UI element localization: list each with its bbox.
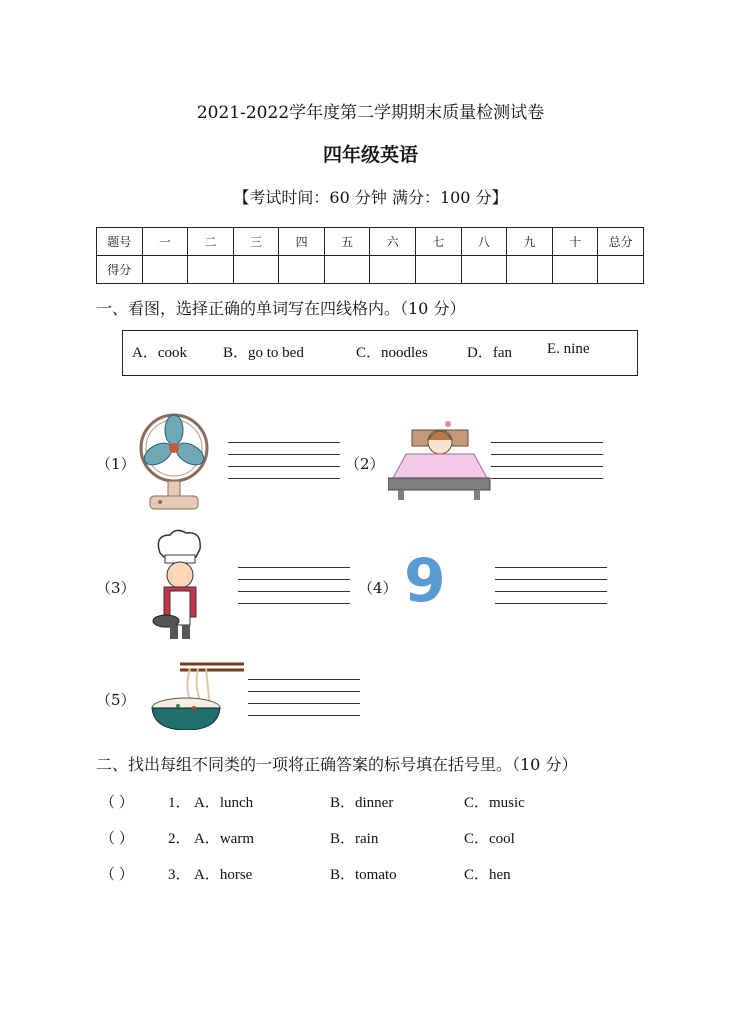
word-option: D．fan	[467, 345, 512, 361]
chef-image	[150, 527, 210, 645]
girl-in-bed-image	[388, 416, 492, 504]
score-cell: 题号	[97, 228, 143, 256]
score-cell: 总分	[598, 228, 644, 256]
score-table-score-row	[97, 256, 644, 284]
exam-info: 【考试时间：60 分钟 满分：100 分】	[233, 188, 508, 207]
choice-c: C．music	[464, 795, 525, 811]
writing-lines[interactable]	[495, 567, 607, 605]
score-blank[interactable]	[233, 256, 279, 284]
nine-digit-image: 9	[404, 546, 446, 616]
score-cell: 四	[279, 228, 325, 256]
answer-blank[interactable]: （ ）	[100, 831, 134, 847]
answer-blank[interactable]: （ ）	[100, 867, 134, 883]
word-option: C．noodles	[356, 345, 428, 361]
choice-b: B．tomato	[330, 867, 397, 883]
choice-a: A．lunch	[194, 795, 254, 811]
score-blank[interactable]	[370, 256, 416, 284]
writing-lines[interactable]	[491, 442, 603, 480]
score-cell: 六	[370, 228, 416, 256]
item-number: （1）	[96, 455, 136, 473]
score-cell: 五	[324, 228, 370, 256]
score-cell: 一	[142, 228, 188, 256]
item-number: （4）	[358, 579, 398, 597]
exam-subtitle: 四年级英语	[322, 144, 418, 166]
writing-lines[interactable]	[238, 567, 350, 605]
exam-title: 2021-2022学年度第二学期期末质量检测试卷	[196, 103, 545, 123]
choice-a: A．warm	[194, 831, 254, 847]
section2-heading: 二、找出每组不同类的一项将正确答案的标号填在括号里。（10 分）	[96, 755, 578, 774]
choice-c: C．hen	[464, 867, 511, 883]
score-blank[interactable]	[324, 256, 370, 284]
question-number: 1．	[168, 795, 191, 811]
score-cell: 九	[507, 228, 553, 256]
item-number: （3）	[96, 579, 136, 597]
word-bank-box	[122, 330, 638, 376]
score-cell: 二	[188, 228, 234, 256]
fan-image	[138, 408, 210, 512]
score-cell: 三	[233, 228, 279, 256]
writing-lines[interactable]	[228, 442, 340, 480]
word-option: B．go to bed	[223, 345, 304, 361]
score-table-header-row	[97, 228, 644, 256]
writing-lines[interactable]	[248, 679, 360, 717]
score-blank[interactable]	[142, 256, 188, 284]
score-blank[interactable]	[188, 256, 234, 284]
noodles-image	[150, 660, 246, 730]
word-option: E. nine	[547, 341, 590, 357]
score-blank[interactable]	[507, 256, 553, 284]
question-number: 2．	[168, 831, 191, 847]
word-option: A．cook	[132, 345, 187, 361]
score-blank[interactable]	[279, 256, 325, 284]
score-table	[96, 227, 644, 284]
item-number: （5）	[96, 691, 136, 709]
choice-c: C．cool	[464, 831, 515, 847]
choice-b: B．rain	[330, 831, 379, 847]
score-blank[interactable]	[598, 256, 644, 284]
score-blank[interactable]	[552, 256, 598, 284]
section1-heading: 一、看图，选择正确的单词写在四线格内。（10 分）	[96, 299, 466, 318]
score-cell: 七	[416, 228, 462, 256]
question-number: 3．	[168, 867, 191, 883]
score-cell: 八	[461, 228, 507, 256]
score-blank[interactable]	[461, 256, 507, 284]
score-blank[interactable]	[416, 256, 462, 284]
item-number: （2）	[345, 455, 385, 473]
answer-blank[interactable]: （ ）	[100, 795, 134, 811]
score-cell: 十	[552, 228, 598, 256]
score-cell: 得分	[97, 256, 143, 284]
choice-b: B．dinner	[330, 795, 394, 811]
choice-a: A．horse	[194, 867, 253, 883]
